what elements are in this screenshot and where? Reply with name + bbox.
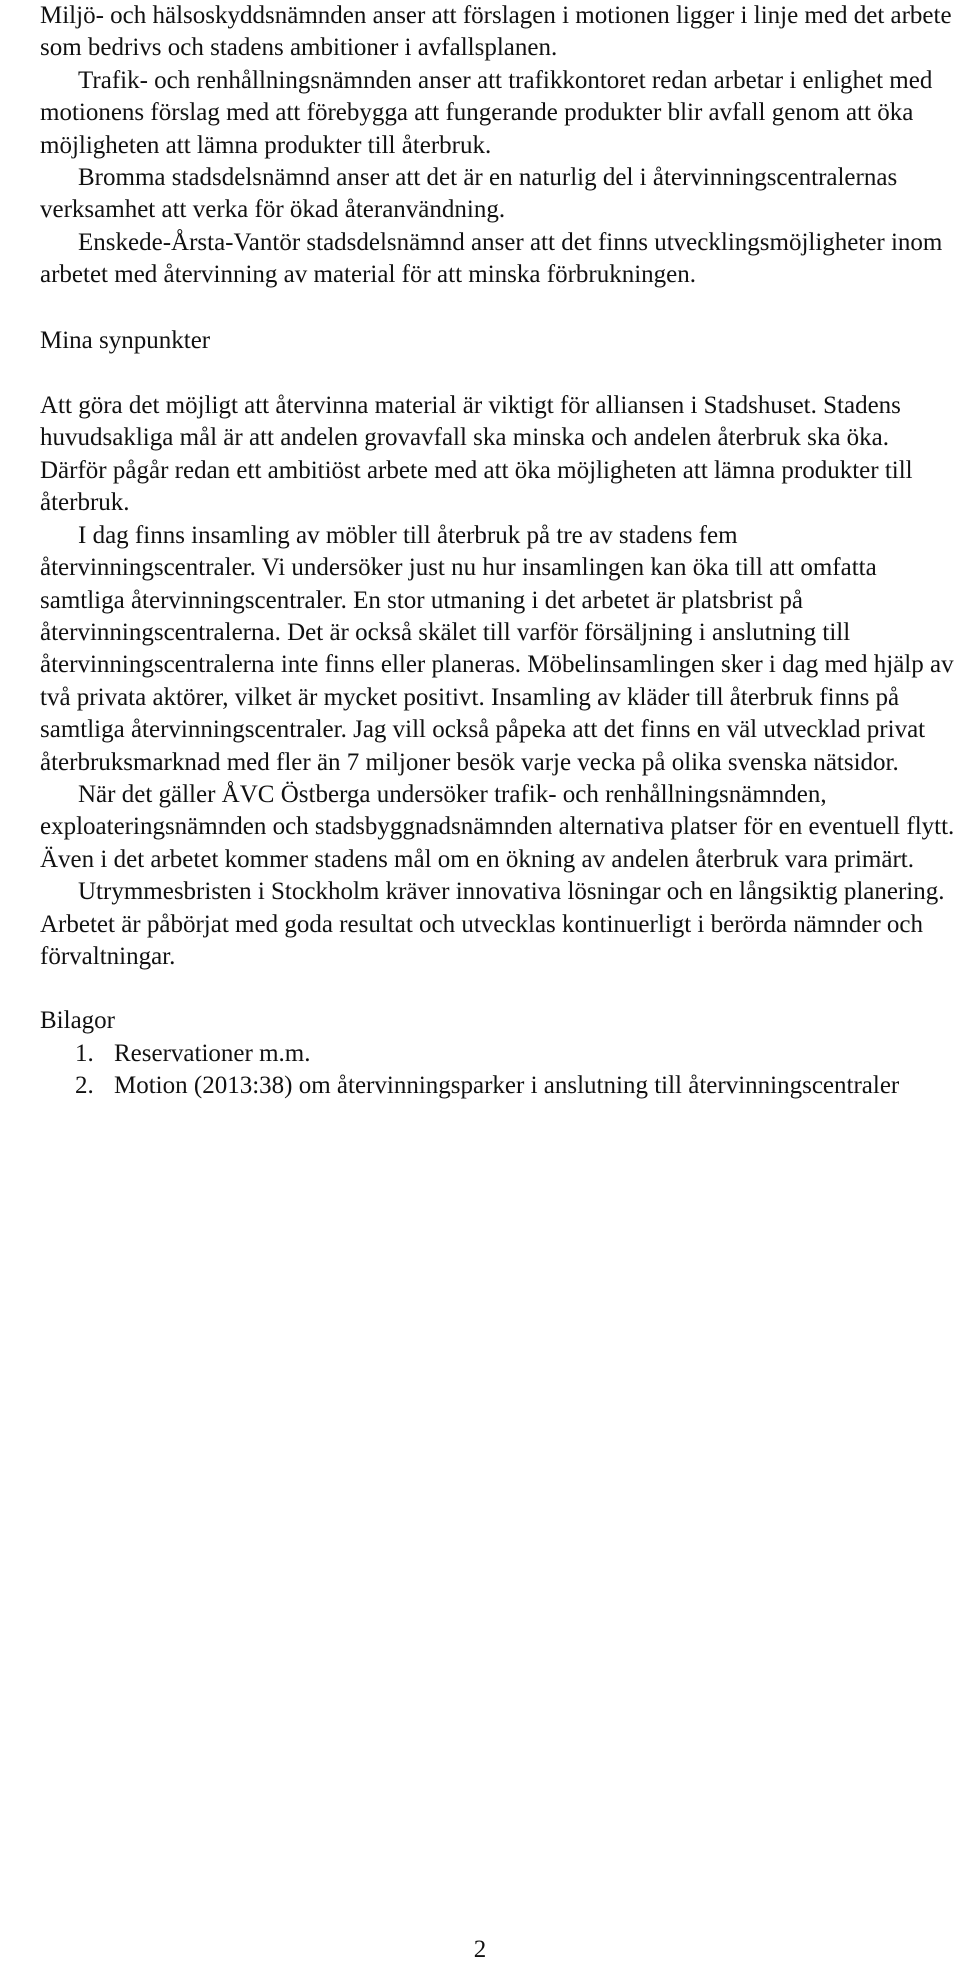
page-number: 2 <box>473 1936 487 1963</box>
attachment-item: 2. Motion (2013:38) om återvinningsparker i anslutning till återvinningscentraler <box>100 1070 955 1102</box>
intro-paragraph-1: Miljö- och hälsoskyddsnämnden anser att förslagen i motionen ligger i linje med det arbete som bedrivs och stadens ambitioner i avfallsplanen. <box>40 2 952 62</box>
section-heading: Mina synpunkter <box>40 326 211 354</box>
document-body <box>40 0 955 1103</box>
attachments-heading: Bilagor <box>40 1007 115 1035</box>
opinion-paragraph-2: I dag finns insamling av möbler till återbruk på tre av stadens fem återvinningscentraler. Vi undersöker just nu hur insamlingen kan öka till att omfatta samtliga återvinningscentraler. En stor utmaning i det arbetet är platsbrist på återvinningscentralerna. Det är också skälet till varför försäljning i anslutning till återvinningscentralerna inte finns eller planeras. Möbelinsamlingen sker i dag med hjälp av två privata aktörer, vilket är mycket positivt. Insamling av kläder till återbruk finns på samtliga återvinningscentraler. Jag vill också påpeka att det finns en väl utvecklad privat återbruksmarknad med fler än 7 miljoner besök varje vecka på olika svenska nätsidor. <box>40 521 954 776</box>
intro-paragraph-4: Enskede-Årsta-Vantör stadsdelsnämnd anser att det finns utvecklingsmöjligheter inom arbetet med återvinning av material för att minska förbrukningen. <box>40 228 943 289</box>
attachment-item: 1. Reservationer m.m. <box>100 1038 955 1070</box>
opinion-paragraph-1: Att göra det möjligt att återvinna material är viktigt för alliansen i Stadshuset. Stadens huvudsakliga mål är att andelen grovavfall ska minska och andelen återbruk ska öka. Därför pågår redan ett ambitiöst arbete med att öka möjligheten att lämna produkter till återbruk. <box>40 392 913 517</box>
attachments-list <box>40 1038 955 1103</box>
opinion-paragraph-4: Utrymmesbristen i Stockholm kräver innovativa lösningar och en långsiktig planering. Arbetet är påbörjat med goda resultat och utvecklas kontinuerligt i berörda nämnder och förvaltningar. <box>40 878 945 970</box>
opinion-paragraph-3: När det gäller ÅVC Östberga undersöker trafik- och renhållningsnämnden, exploateringsnämnden och stadsbyggnadsnämnden alternativa platser för en eventuell flytt. Även i det arbetet kommer stadens mål om en ökning av andelen återbruk vara primärt. <box>40 780 955 873</box>
intro-paragraph-2: Trafik- och renhållningsnämnden anser att trafikkontoret redan arbetar i enlighet med motionens förslag med att förebygga att fungerande produkter blir avfall genom att öka möjligheten att lämna produkter till återbruk. <box>40 66 933 159</box>
intro-paragraph-3: Bromma stadsdelsnämnd anser att det är en naturlig del i återvinningscentralernas verksamhet att verka för ökad återanvändning. <box>40 164 898 224</box>
